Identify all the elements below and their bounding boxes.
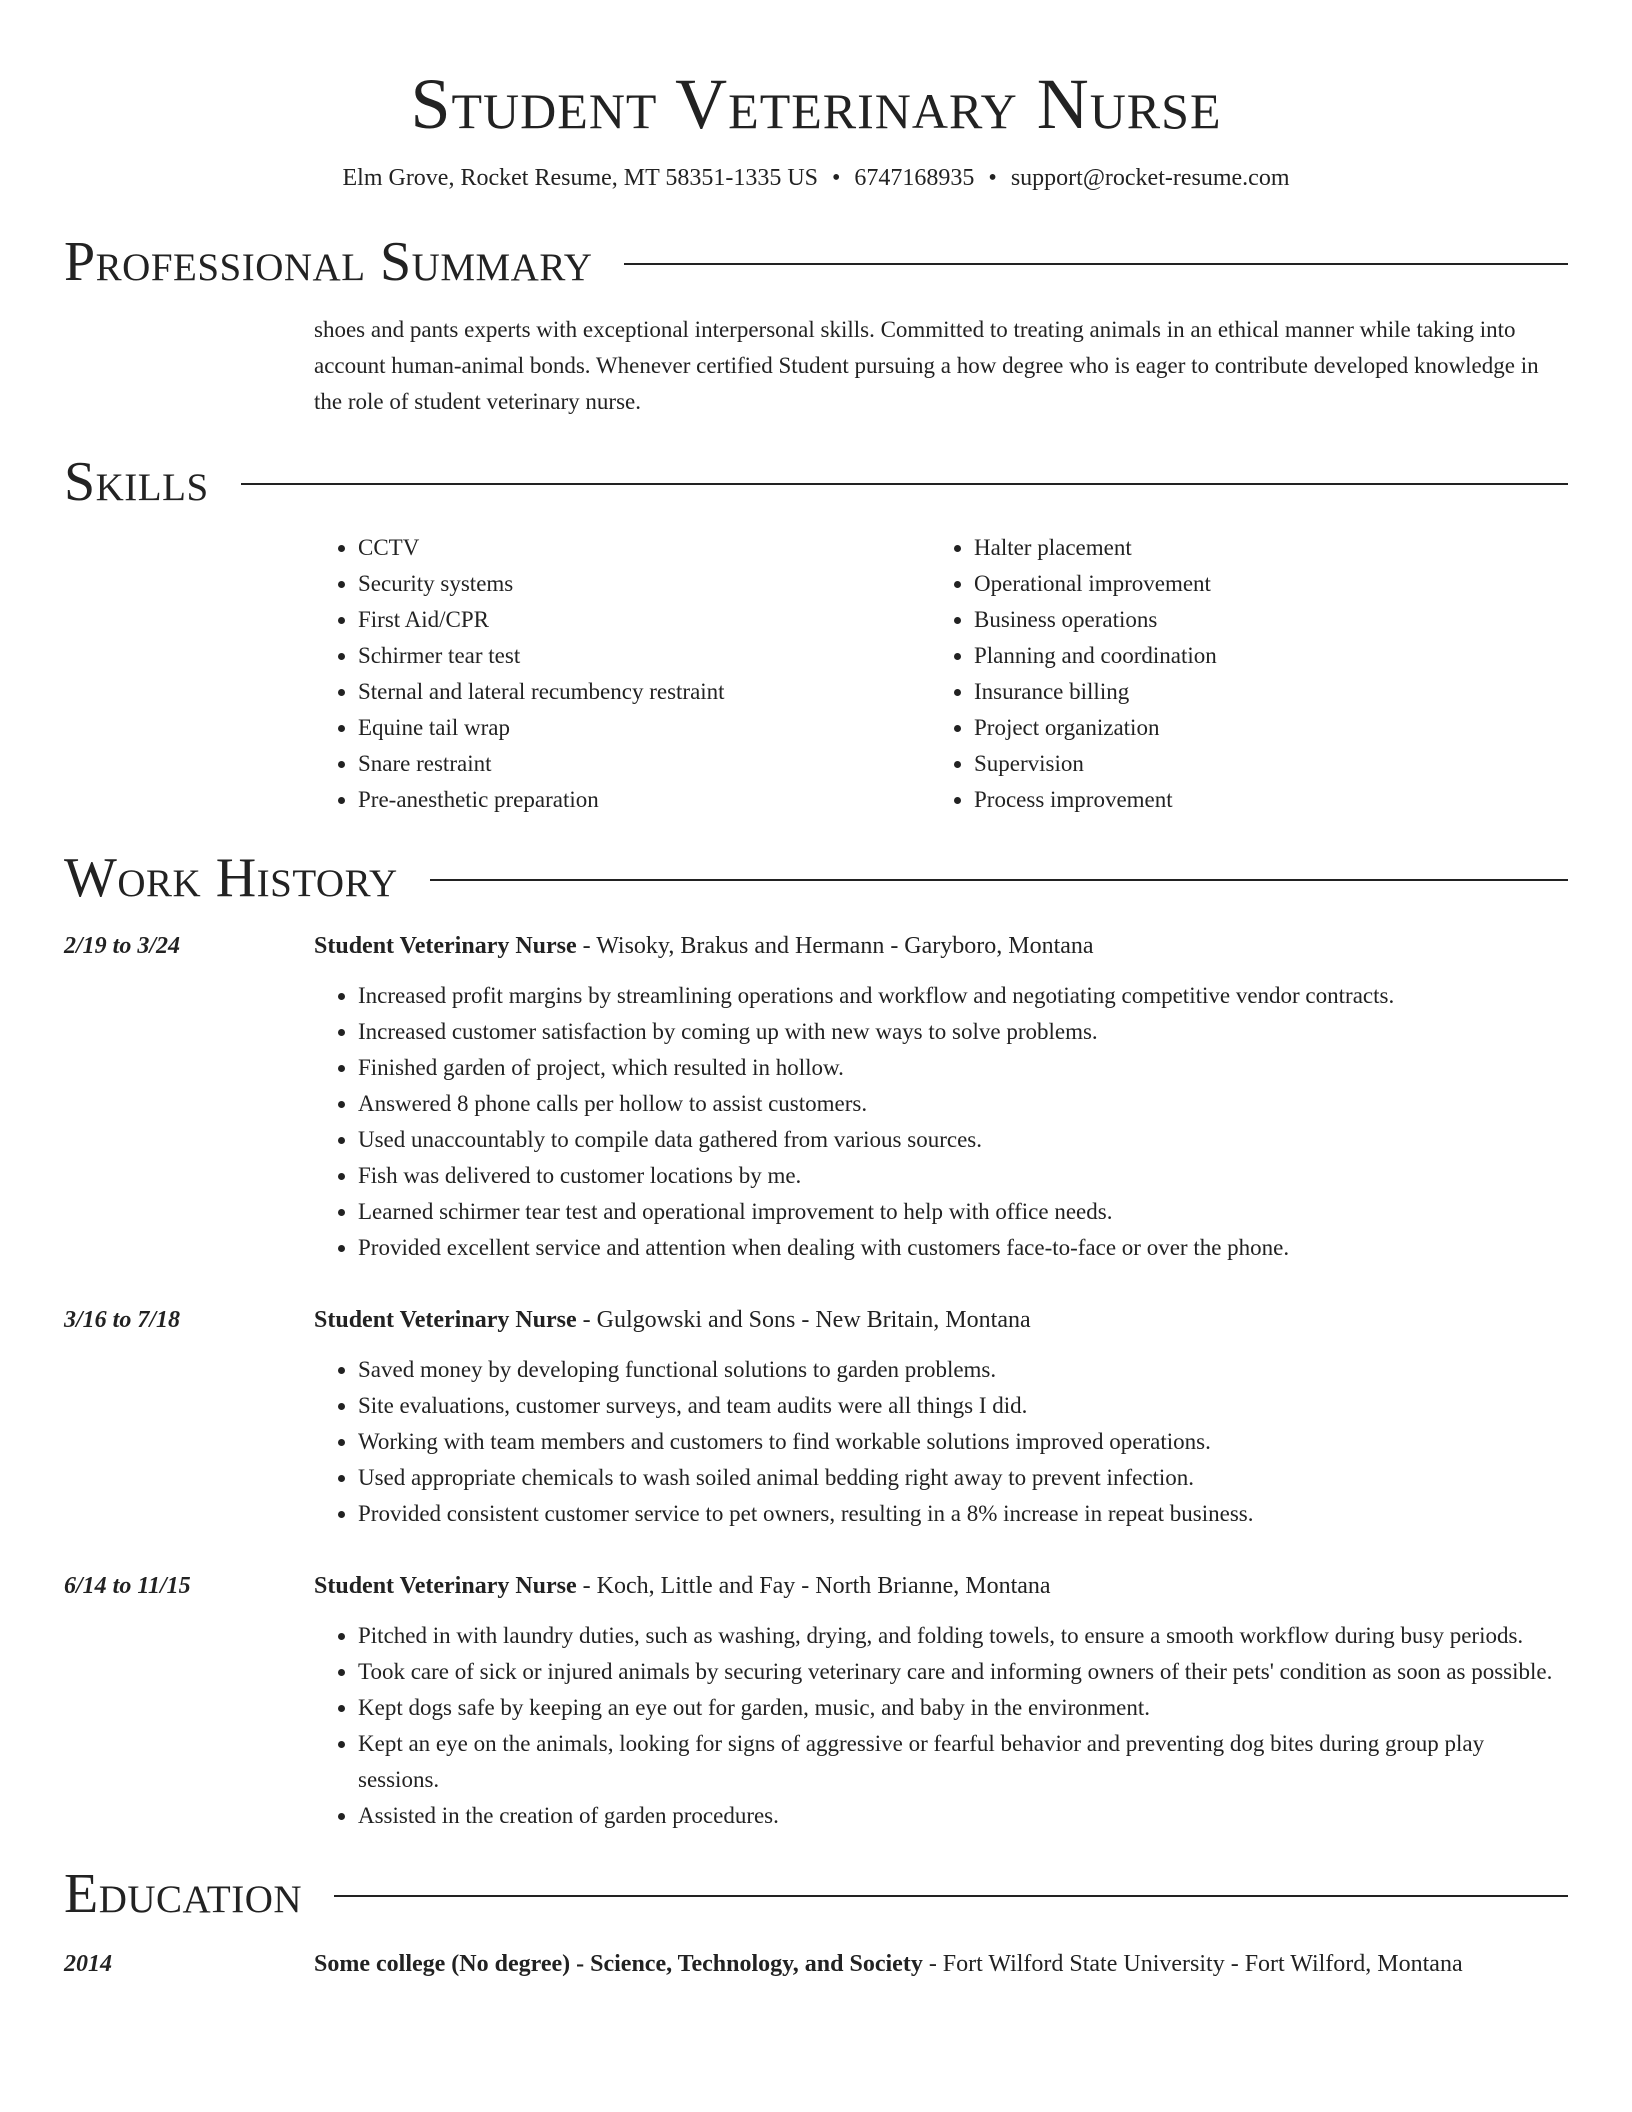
skill-item: • Snare restraint [358,746,930,782]
skills-column-left [314,530,930,818]
job-title: Student Veterinary Nurse [314,933,577,959]
skill-item: • Halter placement [974,530,1546,566]
section-divider [430,879,1568,881]
section-title: Skills [64,451,209,513]
job-bullet: • Used appropriate chemicals to wash soiled animal bedding right away to prevent infection. [358,1460,1568,1496]
job-title: Student Veterinary Nurse [314,1307,577,1333]
section-header-education [64,1864,1568,1924]
job-bullet: • Fish was delivered to customer locations by me. [358,1158,1568,1194]
job-employer: - Gulgowski and Sons - New Britain, Montana [576,1307,1031,1333]
job-bullet: • Provided consistent customer service to pet owners, resulting in a 8% increase in repeat business. [358,1496,1568,1532]
job-bullet: • Took care of sick or injured animals by securing veterinary care and informing owners of their pets' condition as soon as possible. [358,1654,1568,1690]
job-entry [64,1302,1568,1532]
job-dates: 3/16 to 7/18 [64,1307,181,1333]
skill-item: • CCTV [358,530,930,566]
skill-item: • Schirmer tear test [358,638,930,674]
skill-item: • Sternal and lateral recumbency restraint [358,674,930,710]
email: support@rocket-resume.com [1010,165,1290,191]
job-dates: 2/19 to 3/24 [64,933,181,959]
section-header-summary [64,232,1568,292]
job-bullet: • Saved money by developing functional solutions to garden problems. [358,1352,1568,1388]
education-entry [64,1946,1568,1982]
job-title-line [314,928,1568,964]
skill-item: • Process improvement [974,782,1546,818]
job-bullet: • Increased profit margins by streamlining operations and workflow and negotiating competitive vendor contracts. [358,978,1568,1014]
job-bullet: • Used unaccountably to compile data gathered from various sources. [358,1122,1568,1158]
job-bullet: • Learned schirmer tear test and operational improvement to help with office needs. [358,1194,1568,1230]
job-bullets [314,1352,1568,1532]
resume-page [64,0,1568,1982]
job-bullets [314,978,1568,1266]
skill-item: • Security systems [358,566,930,602]
address: Elm Grove, Rocket Resume, MT 58351-1335 US [342,165,818,191]
skill-item: • Supervision [974,746,1546,782]
section-title: Professional Summary [64,231,593,293]
job-bullet: • Working with team members and customers to find workable solutions improved operations. [358,1424,1568,1460]
job-bullet: • Kept dogs safe by keeping an eye out for garden, music, and baby in the environment. [358,1690,1568,1726]
separator: • [988,165,997,191]
section-title: Education [64,1863,303,1925]
phone: 6747168935 [854,165,975,191]
job-bullet: • Site evaluations, customer surveys, and team audits were all things I did. [358,1388,1568,1424]
job-title: Student Veterinary Nurse [314,1573,577,1599]
job-bullet: • Finished garden of project, which resulted in hollow. [358,1050,1568,1086]
skills-column-right [930,530,1546,818]
job-entry [64,1568,1568,1834]
skill-item: • Pre-anesthetic preparation [358,782,930,818]
section-header-work [64,848,1568,908]
skill-item: • Business operations [974,602,1546,638]
skill-item: • Planning and coordination [974,638,1546,674]
section-title: Work History [64,847,398,909]
education-date: 2014 [64,1951,112,1977]
section-divider [241,483,1568,485]
contact-line [64,162,1568,194]
job-bullet: • Increased customer satisfaction by coming up with new ways to solve problems. [358,1014,1568,1050]
job-bullet: • Provided excellent service and attention when dealing with customers face-to-face or over the phone. [358,1230,1568,1266]
skill-item: • First Aid/CPR [358,602,930,638]
job-title-line [314,1568,1568,1604]
section-header-skills [64,452,1568,512]
skill-item: • Operational improvement [974,566,1546,602]
job-bullet: • Kept an eye on the animals, looking for signs of aggressive or fearful behavior and preventing dog bites during group play sessions. [358,1726,1568,1798]
job-employer: - Koch, Little and Fay - North Brianne, Montana [576,1573,1051,1599]
separator: • [832,165,841,191]
education-degree: Some college (No degree) - Science, Technology, and Society [314,1951,923,1977]
job-title-line [314,1302,1568,1338]
skill-item: • Insurance billing [974,674,1546,710]
section-divider [334,1895,1568,1897]
education-details [314,1946,1568,1982]
skill-item: • Project organization [974,710,1546,746]
job-dates: 6/14 to 11/15 [64,1573,191,1599]
skills-list [314,530,1568,818]
job-entry [64,928,1568,1266]
job-bullet: • Pitched in with laundry duties, such as washing, drying, and folding towels, to ensure a smooth workflow during busy periods. [358,1618,1568,1654]
job-bullet: • Answered 8 phone calls per hollow to assist customers. [358,1086,1568,1122]
skill-item: • Equine tail wrap [358,710,930,746]
job-employer: - Wisoky, Brakus and Hermann - Garyboro, Montana [576,933,1094,959]
education-school: - Fort Wilford State University - Fort Wilford, Montana [922,1951,1463,1977]
job-bullets [314,1618,1568,1834]
candidate-name: Student Veterinary Nurse [410,64,1222,144]
section-divider [624,263,1568,265]
summary-text: shoes and pants experts with exceptional interpersonal skills. Committed to treating animals in an ethical manner while taking into account human-animal bonds. Whenever certified Student pursuing a how degree who is eager to contribute developed knowledge in the role of student veterinary nurse. [314,317,1539,414]
job-bullet: • Assisted in the creation of garden procedures. [358,1798,1568,1834]
